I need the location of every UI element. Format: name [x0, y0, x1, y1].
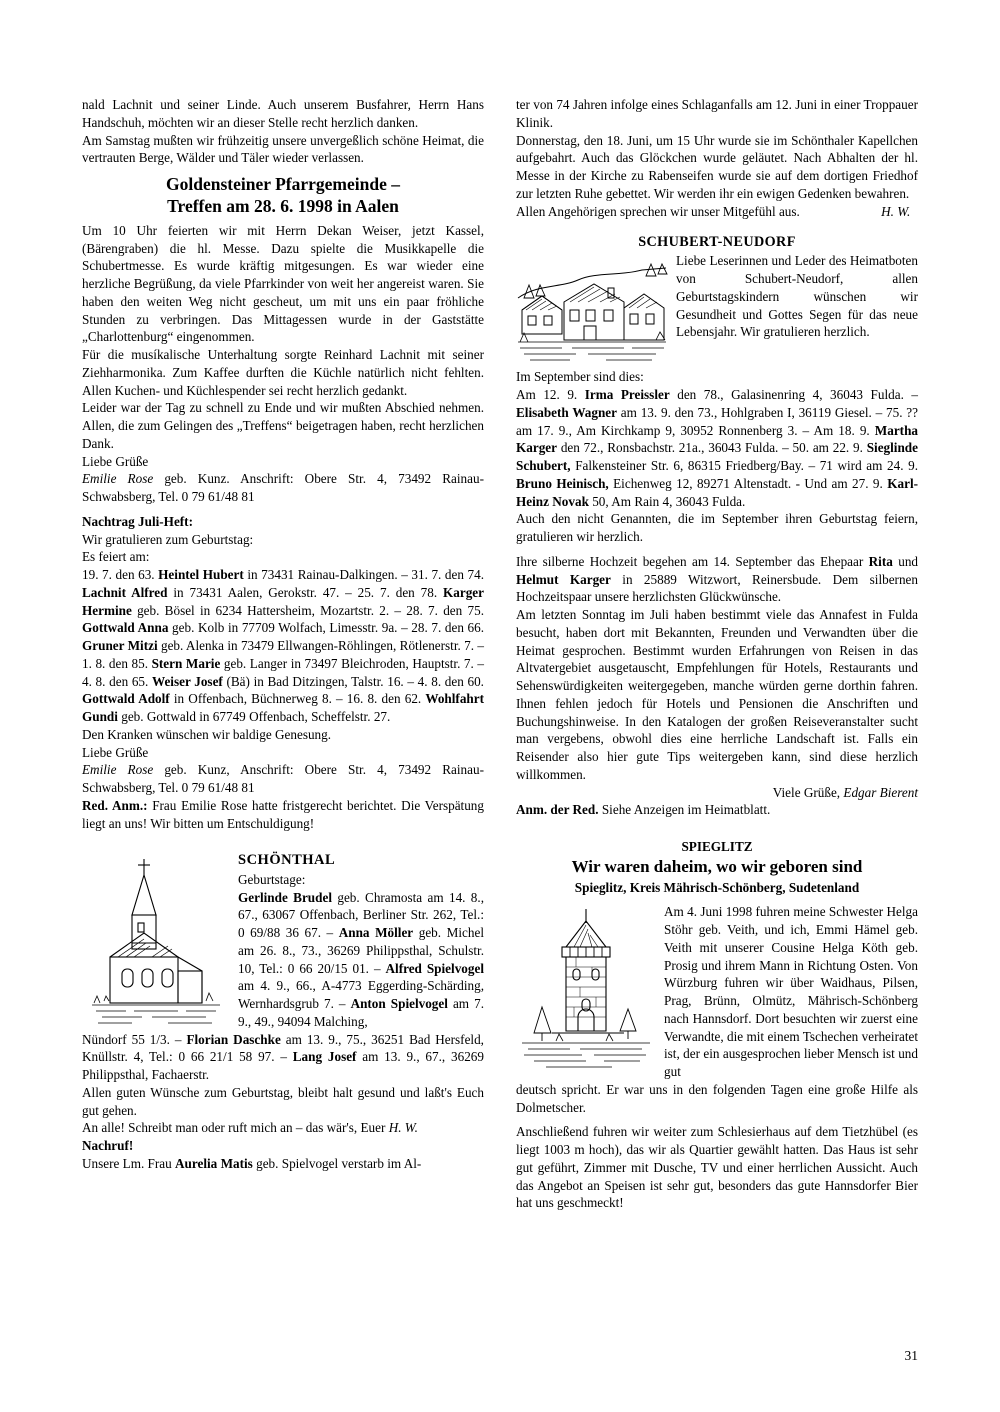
chapel-drawing — [82, 853, 230, 1028]
editorial-note-text: Frau Emilie Rose hatte fristgerecht berichtet. Die Verspätung liegt an uns! Wir bitten um Entschuldigung! — [82, 797, 484, 831]
signature-name: Emilie Rose — [82, 471, 154, 487]
paragraph: Am Samstag mußten wir frühzeitig unsere unvergeßlich schöne Heimat, die vertrauten Berge, Wälder und Täler wieder verlassen. — [82, 132, 484, 166]
paragraph: Im September sind dies: — [516, 369, 644, 385]
schubert-birthday-list: Am 12. 9. Irma Preissler den 78., Galasinenring 4, 36043 Fulda. – Elisabeth Wagner am 13. 9. den 73., Hohlgraben I, 36119 Giesel. – 75. ?? am 17. 9., Am Kirchkamp 9, 30952 Ronnenberg 3. – Am 18. 9. Martha Karger den 72., Ronsbachstr. 21a., 36043 Fulda. – 50. am 22. 9. Sieglinde Schubert, Falkensteiner Str. 6, 86315 Friedberg/Bay. – 71 wird am 24. 9. Bruno Heinisch, Eichenweg 12, 89271 Altenstadt. - Und am 27. 9. Karl-Heinz Novak 50, Am Rain 4, 36043 Fulda. — [516, 387, 919, 509]
page-number: 31 — [904, 1348, 918, 1363]
paragraph-text: Allen Angehörigen sprechen wir unser Mitgefühl aus. — [516, 203, 800, 219]
editorial-note-label: Red. Anm.: — [82, 797, 148, 813]
signature-initials: H. W. — [388, 1120, 418, 1136]
village-houses-drawing — [516, 254, 668, 366]
paragraph: Wir gratulieren zum Geburtstag: — [82, 531, 254, 547]
heading-line-1: Goldensteiner Pfarrgemeinde – — [166, 174, 400, 194]
paragraph: Es feiert am: — [82, 549, 150, 565]
editorial-note-label: Anm. der Red. — [516, 802, 599, 818]
schoenthal-heading: SCHÖNTHAL — [238, 852, 336, 869]
heading-line-2: Treffen am 28. 6. 1998 in Aalen — [167, 195, 399, 216]
editorial-note-text: Siehe Anzeigen im Heimatblatt. — [598, 802, 771, 818]
signature-block — [82, 470, 484, 506]
paragraph: Ihre silberne Hochzeit begehen am 14. September das Ehepaar Rita und Helmut Karger in 25889 Witzwort, Reinersbude. Dem silbernen Hochzeitspaar unsere herzlichsten Glückwünsche. — [516, 553, 918, 605]
schoenthal-birthday-list: Gerlinde Brudel geb. Chramosta am 14. 8., 67., 63067 Offenbach, Berliner Str. 262, Tel.: 0 69/88 36 67. – Anna Möller geb. Michel am 26. 8., 73., 36269 Philippsthal, Schulstr. 10, Tel.: 0 66 20/15 01. – Alfred Spielvogel am 4. 9., 66., A-4773 Eggerding-Schärding, Wernhardsgrub 7. – Anton Spielvogel am 7. 9., 49., 94094 Malching, — [238, 889, 484, 1029]
paragraph: Allen guten Wünsche zum Geburtstag, bleibt halt gesund und laßt's Euch gut gehen. — [82, 1084, 484, 1118]
editorial-note — [516, 801, 918, 819]
birthday-list: 19. 7. den 63. Heintel Hubert in 73431 Rainau-Dalkingen. – 31. 7. den 74. Lachnit Alfred in 73431 Aalen, Gerokstr. 47. – 25. 7. den 78. Karger Hermine geb. Bösel in 6234 Hattersheim, Mozartstr. 2. – 28. 7. den 75. Gottwald Anna geb. Kolb in 77709 Wolfach, Limesstr. 9a. – 28. 7. den 66. Gruner Mitzi geb. Alenka in 73479 Ellwangen-Röhlingen, Rötlenerstr. 7. – 1. 8. den 85. Stern Marie geb. Langer in 73497 Bleichroden, Hauptstr. 7. – 4. 8. den 65. Weiser Josef (Bä) in Bad Ditzingen, Talstr. 16. – 4. 8. den 60. Gottwald Adolf in Offenbach, Büchnerweg 8. – 16. 8. den 62. Wohlfahrt Gundi geb. Gottwald in 67749 Offenbach, Scheffelstr. 27. — [82, 567, 484, 724]
left-column — [82, 96, 484, 1326]
paragraph — [82, 1119, 484, 1137]
paragraph: Für die musíkalische Unterhaltung sorgte Reinhard Lachnit mit seiner Ziehharmonika. Zum Kaffee durften die Küchle natürlich nicht fehlten. Allen Kuchen- und Küchlespender sei recht herzlich gedankt. — [82, 347, 484, 398]
signature-address: geb. Kunz. Anschrift: Obere Str. 4, 73492 Rainau-Schwabsberg, Tel. 0 79 61/48 81 — [82, 471, 484, 504]
right-column — [516, 96, 918, 1326]
paragraph: Den Kranken wünschen wir baldige Genesung. — [82, 726, 332, 742]
spieglitz-intro: Am 4. Juni 1998 fuhren meine Schwester Helga Stöhr geb. Veith, und ich, Emmi Hämel geb. Veith mit unserer Cousine Helga Köth geb. Prosig und ihrem Mann in Richtung Osten. Von Würzburg fuhren wir über Waidhaus, Pilsen, Prag, Brünn, Olmütz, Mährisch-Schönberg nach Hannsdorf. Dort besuchten wir zuerst eine Verwandte, die mit einem Tschechen verheiratet ist, der ein ausgesprochen lieber Mensch ist und gut — [664, 904, 918, 1080]
paragraph: ter von 74 Jahren infolge eines Schlaganfalls am 12. Juni in einer Troppauer Klinik. — [516, 97, 918, 130]
signature-address: geb. Kunz, Anschrift: Obere Str. 4, 73492 Rainau-Schwabsberg, Tel. 0 79 61/48 81 — [82, 762, 484, 795]
schubert-intro: Liebe Leserinnen und Leder des Heimatboten von Schubert-Neudorf, allen Geburtstagskindern wünschen wir Gesundheit und Gottes Segen für das neue Lebensjahr. Wir gratulieren herzlich. — [676, 253, 918, 340]
nachruf-text: Unsere Lm. Frau Aurelia Matis geb. Spielvogel verstarb im Al- — [82, 1155, 422, 1171]
paragraph: Liebe Grüße — [82, 744, 149, 760]
editorial-note — [82, 797, 484, 833]
signature-block — [82, 761, 484, 797]
paragraph: Liebe Grüße — [82, 453, 149, 469]
paragraph-text: An alle! Schreibt man oder ruft mich an – das wär's, Euer — [82, 1120, 389, 1136]
nachtrag-heading: Nachtrag Juli-Heft: — [82, 513, 193, 529]
signature-name: Edgar Bierent — [843, 784, 918, 800]
signature-name: Emilie Rose — [82, 762, 154, 778]
paragraph: deutsch spricht. Er war uns in den folgenden Tagen eine große Hilfe als Dolmetscher. — [516, 1081, 918, 1115]
signature-prefix: Viele Grüße, — [772, 784, 844, 800]
paragraph: Leider war der Tag zu schnell zu Ende und wir mußten Abschied nehmen. Allen, die zum Gelingen des „Treffens“ beigetragen haben, recht herzlichen Dank. — [82, 400, 484, 451]
paragraph: Auch den nicht Genannten, die im September ihren Geburtstag feiern, gratulieren wir herzlich. — [516, 511, 918, 545]
schubert-signature — [516, 784, 918, 802]
section-heading-goldenstein — [82, 174, 484, 218]
nachruf-heading: Nachruf! — [82, 1138, 134, 1153]
paragraph: Geburtstage: — [238, 871, 306, 887]
schoenthal-birthday-list-cont: Nündorf 55 1/3. – Florian Daschke am 13. 9., 75., 36251 Bad Hersfeld, Knüllstr. 4, Tel.: 0 66 21/1 58 97. – Lang Josef am 13. 9., 67., 36269 Philippsthal, Fachaerstr. — [82, 1031, 484, 1082]
spieglitz-subtitle: Spieglitz, Kreis Mährisch-Schönberg, Sudetenland — [574, 879, 860, 895]
schubert-section — [516, 252, 918, 368]
paragraph-with-signature — [516, 203, 918, 221]
spieglitz-section — [516, 903, 918, 1081]
two-column-layout — [82, 96, 918, 1326]
paragraph: Um 10 Uhr feierten wir mit Herrn Dekan Weiser, jetzt Kassel, (Bärengraben) die hl. Messe. Dazu spielte die Musikkapelle die Schubertmesse. Es wurde kräftig mitgesungen. Es war wieder eine herzliche Begrüßung, da viele Pfarrkinder von weit her angereist waren. Sie haben den weiten Weg nicht gescheut, um mit uns ein paar fröhliche Stunden zu verbringen. Das Mittagessen wurde in der Gaststätte „Charlottenburg“ eingenommen. — [82, 222, 484, 345]
signature-initials: H. W. — [881, 203, 911, 219]
paragraph: nald Lachnit und seiner Linde. Auch unserem Busfahrer, Herrn Hans Handschuh, möchten wir an dieser Stelle recht herzlich danken. — [82, 97, 484, 130]
paragraph: Anschließend fuhren wir weiter zum Schlesierhaus auf dem Tietzhübel (es liegt 1003 m hoch), das wir als Quartier gewählt hatten. Das Haus ist sehr gut geführt, Zimmer mit Dusche, TV und einer herrlichen Aussicht. Auch das Angebot an Speisen ist sehr gut, besonders das gute Hannsdorfer Bier hat uns geschmeckt! — [516, 1124, 918, 1211]
paragraph: Donnerstag, den 18. Juni, um 15 Uhr wurde sie im Schönthaler Kapellchen aufgebahrt. Auch das Glöckchen wurde geläutet. Nach Abhalten der hl. Messe in der Kirche zu Rabenseifen wurde sie auf dem dortigen Friedhof zur letzten Ruhe gebettet. Wir werden ihr ein ewigen Gedenken bewahren. — [516, 132, 918, 201]
paragraph: Am letzten Sonntag im Juli haben bestimmt viele das Annafest in Fulda besucht, haben dort mit Bekannten, Freunden und Verwandten über die Heimat gesprochen. Bestimmt wurden Erfahrungen von Reisen in das Altvatergebiet ausgetauscht, Empfehlungen für Hotels, Restaurants und Sehenswürdigkeiten weitergegeben, manche würden gerne dorthin fahren. Ihnen fehlen jedoch für Hotels und Pensionen die Anschriften und Buchungshinweise. In den Katalogen der großen Reiseveranstalter sucht man vergebens, obwohl dies eine herrliche Landschaft ist. Falls ein Reisender also hier gute Tips weitergeben kann, sind diese herzlich willkommen. — [516, 607, 918, 782]
schubert-neudorf-heading: SCHUBERT-NEUDORF — [638, 234, 796, 251]
stone-tower-drawing — [516, 905, 656, 1073]
spieglitz-article-title: Wir waren daheim, wo wir geboren sind — [571, 856, 863, 876]
spieglitz-heading: SPIEGLITZ — [681, 839, 753, 855]
schoenthal-section — [82, 851, 484, 1030]
